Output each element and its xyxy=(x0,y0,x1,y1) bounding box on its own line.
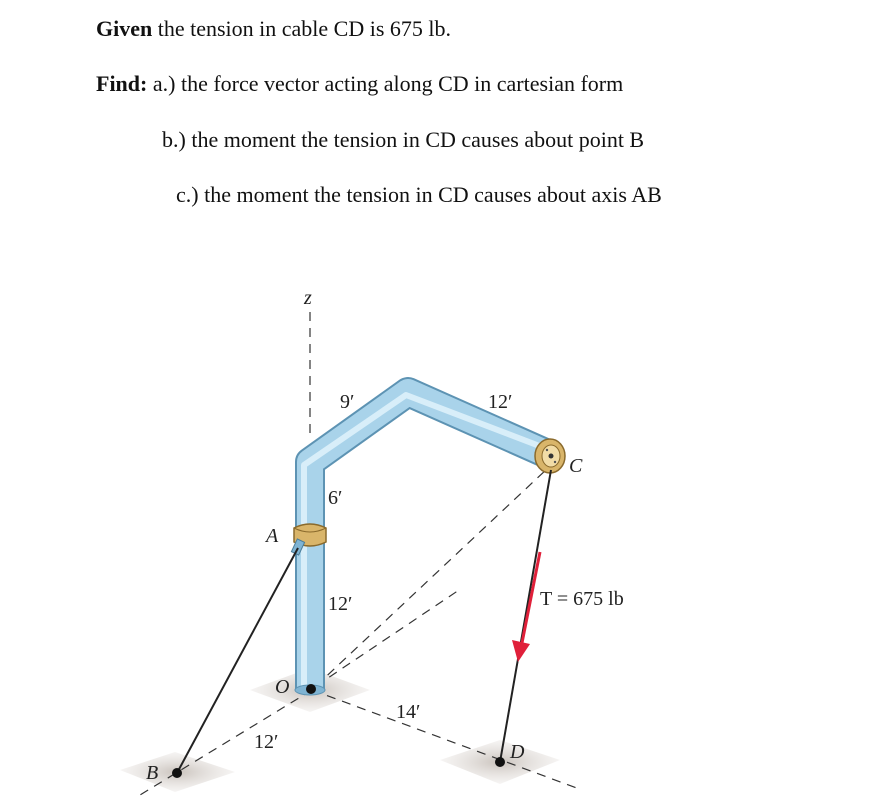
dim-6: 6′ xyxy=(328,487,343,509)
dim-12-ground: 12′ xyxy=(254,731,279,753)
z-axis-label: z xyxy=(304,287,312,309)
x-axis xyxy=(312,690,582,790)
find-a-text: a.) the force vector acting along CD in cartesian form xyxy=(147,71,624,96)
point-O-dot xyxy=(306,684,316,694)
pipe xyxy=(295,392,552,695)
given-label: Given xyxy=(96,16,153,41)
label-O: O xyxy=(275,676,290,698)
label-A: A xyxy=(266,525,279,547)
point-B-dot xyxy=(172,768,182,778)
tension-label: T = 675 lb xyxy=(540,588,624,610)
label-B: B xyxy=(146,762,159,784)
label-C: C xyxy=(569,455,583,477)
projection-line-1 xyxy=(316,468,548,686)
dashed-axes xyxy=(140,312,582,795)
find-line-b: b.) the moment the tension in CD causes about point B xyxy=(162,127,645,152)
dim-12-pipe: 12′ xyxy=(328,593,353,615)
cable-AB xyxy=(177,548,298,773)
given-text: the tension in cable CD is 675 lb. xyxy=(152,16,452,41)
dim-12-top: 12′ xyxy=(488,391,513,413)
point-D-dot xyxy=(495,757,505,767)
end-cap-C xyxy=(535,439,565,473)
find-label: Find: xyxy=(96,71,148,96)
dim-9: 9′ xyxy=(340,391,355,413)
tension-arrow xyxy=(512,552,540,662)
label-D: D xyxy=(510,741,525,763)
dim-14: 14′ xyxy=(396,701,421,723)
cable-CD xyxy=(500,470,551,762)
find-line-c: c.) the moment the tension in CD causes about axis AB xyxy=(176,182,662,207)
